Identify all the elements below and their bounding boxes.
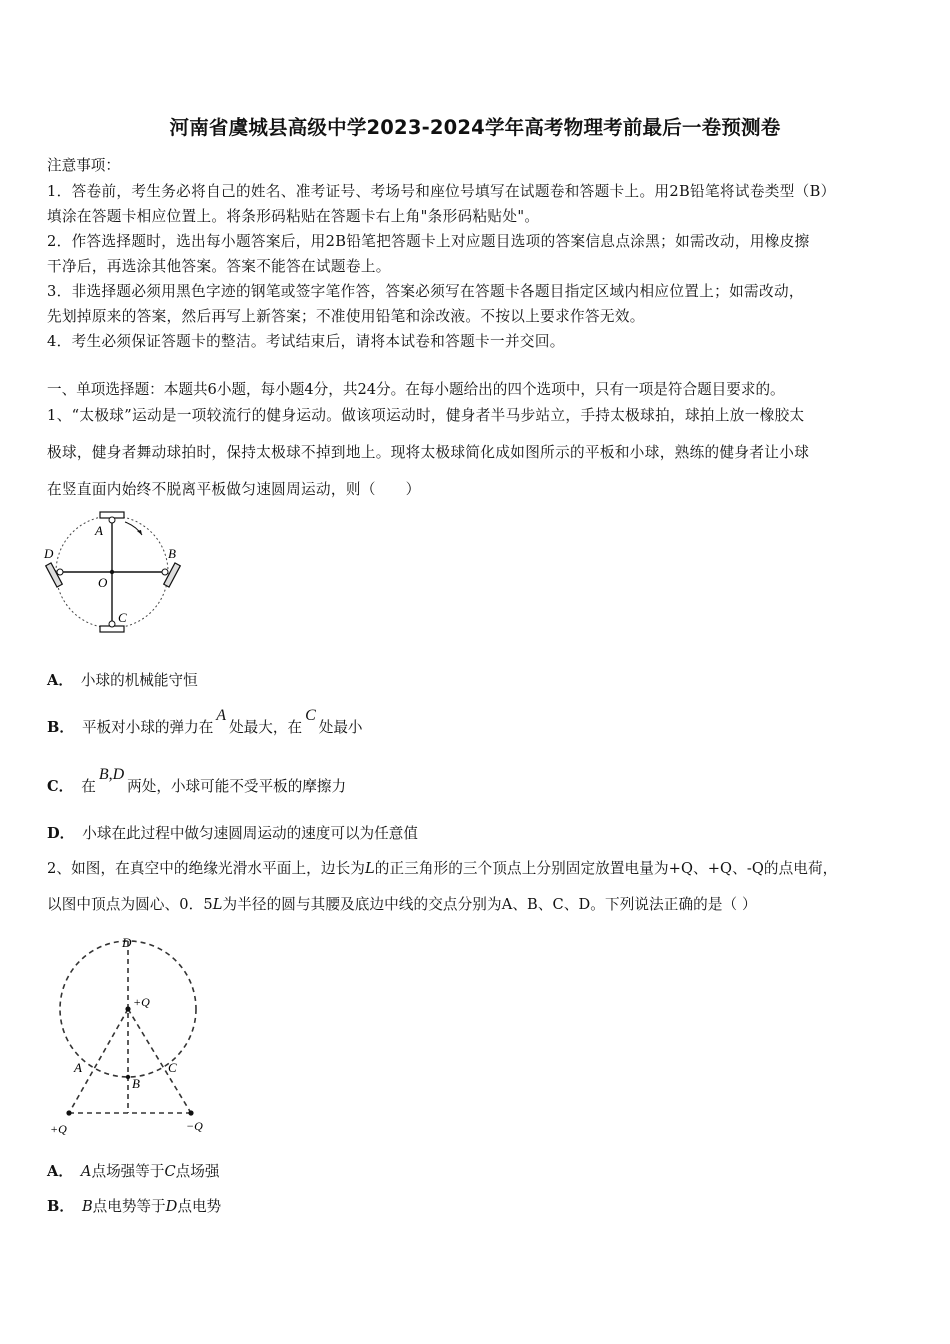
option-c[interactable] bbox=[47, 766, 347, 796]
label-c: C bbox=[168, 1060, 177, 1075]
math-symbol: B bbox=[81, 1198, 93, 1215]
label-a: A bbox=[74, 1060, 82, 1075]
question-text: 在竖直面内始终不脱离平板做匀速圆周运动，则（ ） bbox=[47, 481, 421, 498]
text-run: 的正三角形的三个顶点上分别固定放置电量为+Q、+Q、-Q的点电荷， bbox=[374, 860, 838, 877]
option-text: 点场强 bbox=[175, 1163, 220, 1180]
math-symbol: D bbox=[165, 1198, 178, 1215]
option-d[interactable] bbox=[47, 822, 418, 843]
label-b: B bbox=[132, 1076, 140, 1091]
option-label: A． bbox=[47, 672, 73, 689]
option-label: A． bbox=[47, 1163, 73, 1180]
page-title: 河南省虞城县高级中学2023-2024学年高考物理考前最后一卷预测卷 bbox=[169, 116, 781, 139]
option-label: B． bbox=[47, 719, 74, 736]
option-label: D． bbox=[47, 825, 75, 842]
math-symbol: A bbox=[216, 707, 227, 724]
option-a[interactable] bbox=[47, 1160, 219, 1181]
math-symbol: B,D bbox=[98, 766, 125, 783]
option-text: 在 bbox=[81, 778, 96, 795]
notice-line: 干净后，再选涂其他答案。答案不能答在试题卷上。 bbox=[47, 258, 391, 275]
label-o: O bbox=[98, 575, 108, 590]
label-d: D bbox=[44, 546, 54, 561]
option-b[interactable] bbox=[47, 707, 363, 737]
question-text bbox=[47, 893, 757, 914]
notice-line: 3．非选择题必须用黑色字迹的钢笔或签字笔作答，答案必须写在答题卡各题目指定区域内相应位置上；如需改动， bbox=[47, 283, 804, 300]
question-text: 1、“太极球”运动是一项较流行的健身运动。做该项运动时，健身者半马步站立，手持太极球拍，球拍上放一橡胶太 bbox=[47, 407, 805, 424]
option-a[interactable] bbox=[47, 669, 198, 690]
label-left-charge: +Q bbox=[50, 1122, 67, 1136]
math-symbol: L bbox=[212, 896, 223, 913]
option-label: B． bbox=[47, 1198, 74, 1215]
option-label: C． bbox=[47, 778, 74, 795]
math-symbol: C bbox=[305, 707, 316, 724]
math-symbol: C bbox=[164, 1163, 176, 1180]
label-d: D bbox=[122, 935, 132, 950]
option-b[interactable] bbox=[47, 1195, 221, 1216]
option-text: 点电势 bbox=[177, 1198, 222, 1215]
option-text: 点场强等于 bbox=[91, 1163, 165, 1180]
label-right-charge: −Q bbox=[186, 1119, 203, 1133]
notice-line: 1．答卷前，考生务必将自己的姓名、准考证号、考场号和座位号填写在试题卷和答题卡上。用2B铅笔将试卷类型（B） bbox=[47, 183, 836, 200]
option-text: 处最小 bbox=[318, 719, 363, 736]
option-text: 平板对小球的弹力在 bbox=[81, 719, 214, 736]
option-text: 小球的机械能守恒 bbox=[80, 672, 198, 689]
option-text: 小球在此过程中做匀速圆周运动的速度可以为任意值 bbox=[82, 825, 418, 842]
math-symbol: L bbox=[364, 860, 375, 877]
text-run: 为半径的圆与其腰及底边中线的交点分别为A、B、C、D。下列说法正确的是（ ） bbox=[222, 896, 757, 913]
label-c: C bbox=[118, 610, 127, 625]
label-top-charge: +Q bbox=[133, 995, 150, 1009]
charge-triangle-diagram bbox=[45, 930, 225, 1142]
notice-line: 4．考生必须保证答题卡的整洁。考试结束后，请将本试卷和答题卡一并交回。 bbox=[47, 333, 565, 350]
section-heading: 一、单项选择题：本题共6小题，每小题4分，共24分。在每小题给出的四个选项中，只有一项是符合题目要求的。 bbox=[47, 381, 785, 398]
math-symbol: A bbox=[80, 1163, 92, 1180]
notice-heading: 注意事项： bbox=[47, 157, 120, 174]
notice-line: 填涂在答题卡相应位置上。将条形码粘贴在答题卡右上角"条形码粘贴处"。 bbox=[47, 208, 540, 225]
label-b: B bbox=[168, 546, 176, 561]
taiji-ball-diagram bbox=[38, 505, 198, 637]
question-text: 极球，健身者舞动球拍时，保持太极球不掉到地上。现将太极球简化成如图所示的平板和小球，熟练的健身者让小球 bbox=[47, 444, 810, 461]
label-a: A bbox=[95, 523, 103, 538]
option-text: 点电势等于 bbox=[92, 1198, 166, 1215]
text-run: 2、如图，在真空中的绝缘光滑水平面上，边长为 bbox=[47, 860, 365, 877]
question-text bbox=[47, 857, 837, 878]
notice-line: 先划掉原来的答案，然后再写上新答案；不准使用铅笔和涂改液。不按以上要求作答无效。 bbox=[47, 308, 645, 325]
text-run: 以图中顶点为圆心、0．5 bbox=[47, 896, 213, 913]
option-text: 处最大，在 bbox=[229, 719, 303, 736]
option-text: 两处，小球可能不受平板的摩擦力 bbox=[127, 778, 347, 795]
notice-line: 2．作答选择题时，选出每小题答案后，用2B铅笔把答题卡上对应题目选项的答案信息点涂黑；如需改动，用橡皮擦 bbox=[47, 233, 810, 250]
